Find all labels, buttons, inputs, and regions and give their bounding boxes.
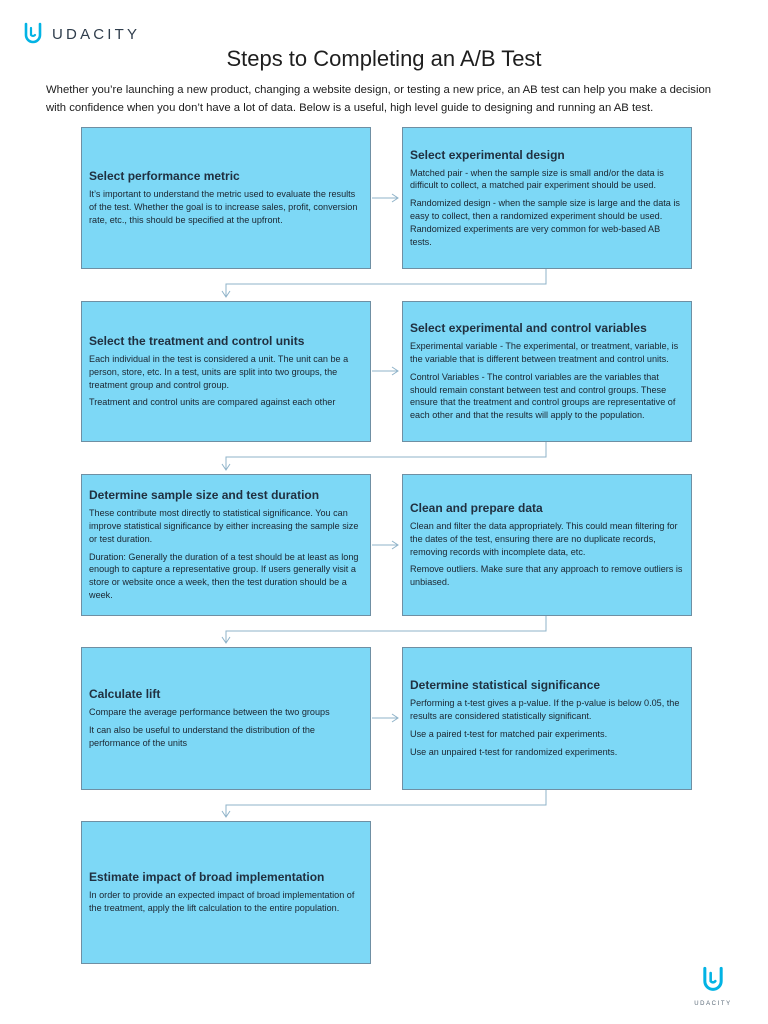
step-heading: Calculate lift	[89, 687, 161, 702]
step-heading: Select performance metric	[89, 169, 240, 184]
step-text: Treatment and control units are compared against each other	[89, 397, 336, 408]
step-text: Compare the average performance between the two groups	[89, 707, 330, 718]
step-text: Control Variables - The control variables are the variables that should remain constant between test and control groups. These ensure that the treatment and control groups are representative of each other and that the results will apply to the population.	[410, 371, 676, 421]
udacity-u-icon	[700, 966, 726, 994]
udacity-wordmark: UDACITY	[52, 25, 141, 43]
step-text: Performing a t-test gives a p-value. If the p-value is below 0.05, the results are considered statistically significant.	[410, 698, 680, 722]
step-text: Use a paired t-test for matched pair experiments.	[410, 729, 608, 739]
step-text: Matched pair - when the sample size is small and/or the data is difficult to collect, a matched pair experiment should be used.	[410, 167, 664, 191]
step-heading: Select experimental design	[410, 147, 565, 162]
step-heading: Select experimental and control variables	[410, 321, 647, 336]
arrow-right-3	[372, 541, 398, 549]
step-calculate-lift	[81, 647, 371, 790]
step-heading: Determine statistical significance	[410, 678, 601, 693]
footer-wordmark: UDACITY	[694, 1001, 732, 1007]
step-determine-statistical-significance	[402, 647, 692, 790]
step-text: Each individual in the test is considered a unit. The unit can be a person, store, etc. In a test, units are split into two groups, the treatment group and control group.	[89, 353, 349, 390]
arrow-right-4	[372, 714, 398, 722]
arrow-right-2	[372, 367, 398, 375]
elbow-connector-1	[222, 269, 546, 297]
step-text: It’s important to understand the metric used to evaluate the results of the test. Whether the goal is to increase sales, profit, conversion rate, etc., this should be specified at the upfront.	[89, 189, 358, 225]
footer-logo	[690, 966, 736, 1007]
step-select-experimental-control-variables	[402, 301, 692, 442]
intro-paragraph: Whether you’re launching a new product, changing a website design, or testing a new price, an AB test can help you make a decision with confidence when you don’t have a lot of data. Below is a useful, high level guide to designing and running an AB test.	[46, 84, 712, 114]
step-text: Randomized design - when the sample size is large and the data is easy to collect, then a randomized experiment should be used. Randomized experiments are very common for web-based AB tests.	[410, 198, 680, 247]
step-select-performance-metric	[81, 127, 371, 269]
step-text: Experimental variable - The experimental, or treatment, variable, is the variable that is different between treatment and control units.	[410, 341, 679, 364]
step-text: Use an unpaired t-test for randomized experiments.	[410, 746, 618, 757]
step-text: It can also be useful to understand the distribution of the performance of the units	[89, 725, 315, 748]
step-estimate-impact	[81, 821, 371, 964]
step-text: Remove outliers. Make sure that any approach to remove outliers is unbiased.	[410, 564, 683, 588]
step-heading: Estimate impact of broad implementation	[89, 870, 325, 885]
arrow-right-1	[372, 194, 398, 202]
step-heading: Clean and prepare data	[410, 501, 543, 515]
step-select-experimental-design	[402, 127, 692, 269]
elbow-connector-2	[222, 442, 546, 470]
elbow-connector-4	[222, 790, 546, 817]
step-heading: Select the treatment and control units	[89, 333, 305, 348]
elbow-connector-3	[222, 616, 546, 643]
step-clean-prepare-data	[402, 474, 692, 616]
step-select-treatment-control-units	[81, 301, 371, 442]
step-text: In order to provide an expected impact of broad implementation of the treatment, apply the lift calculation to the entire population.	[89, 890, 355, 913]
step-text: Duration: Generally the duration of a test should be at least as long enough to capture a representative group. If users generally visit a store or website once a week, then the test duration should be a week.	[89, 551, 359, 600]
page-title: Steps to Completing an A/B Test	[226, 46, 542, 71]
step-heading: Determine sample size and test duration	[89, 488, 320, 503]
step-determine-sample-size	[81, 474, 371, 616]
step-text: These contribute most directly to statistical significance. You can improve statistical significance by either increasing the sample size or test duration.	[89, 508, 359, 544]
step-text: Clean and filter the data appropriately. This could mean filtering for the dates of the test, ensuring there are no duplicate records, removing records with incomplete data, etc.	[410, 521, 678, 557]
